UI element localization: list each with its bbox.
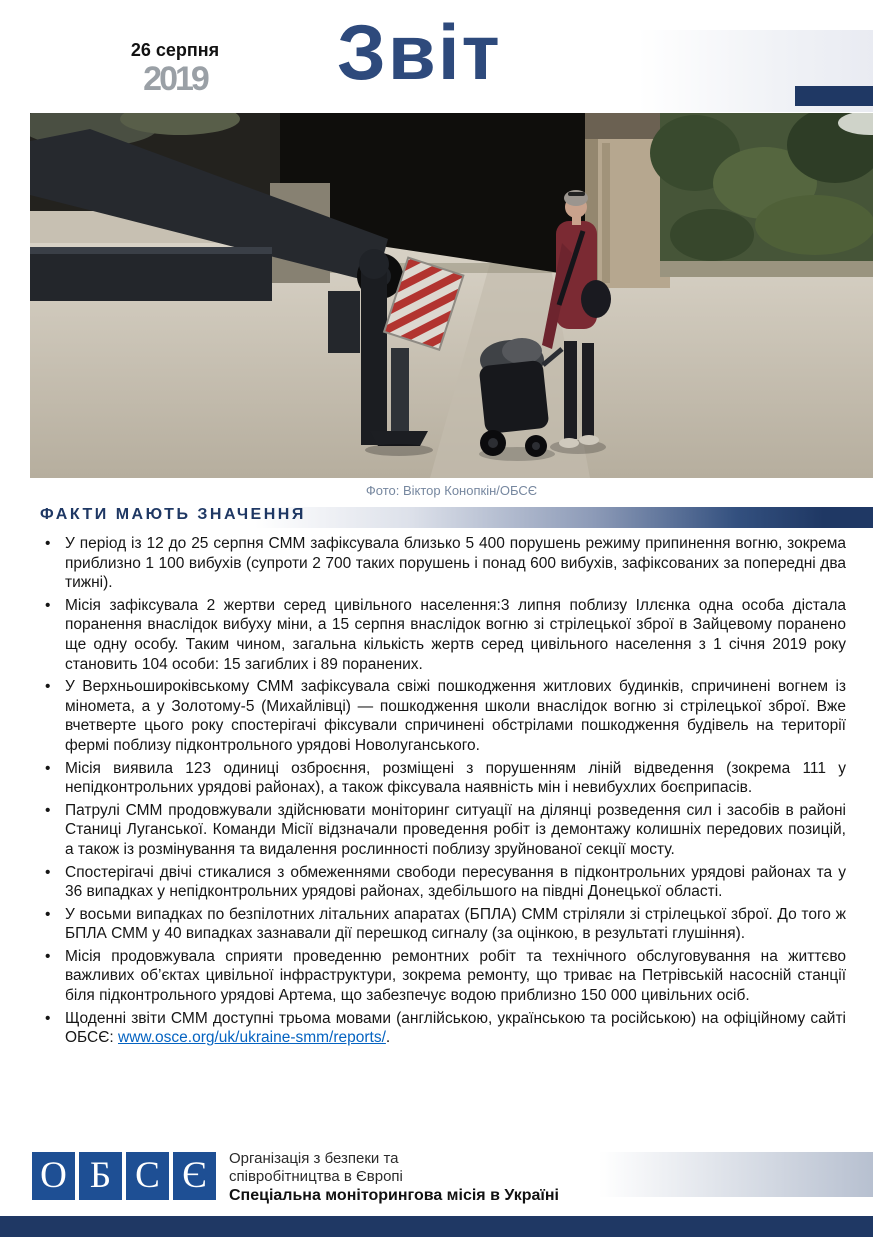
facts-list bbox=[40, 534, 846, 1051]
fact-item bbox=[40, 534, 846, 593]
organization-name-line1: Організація з безпеки та bbox=[229, 1150, 399, 1167]
fact-item bbox=[40, 596, 846, 674]
header-accent-bar bbox=[795, 86, 873, 106]
lead-photo bbox=[30, 113, 873, 478]
fact-text: Місія продовжувала сприяти проведенню ремонтних робіт та технічного обслуговування на життєво важливих об’єктах цивільної інфраструктури, зокрема ремонту, що триває на Петрівській насосній станції біля підконтрольного урядові Артема, що забезпечує водою приблизно 150 000 цивільних осіб. bbox=[65, 947, 846, 1005]
section-header bbox=[0, 505, 873, 528]
osce-logo-letter: О bbox=[32, 1152, 75, 1200]
bottom-accent-bar bbox=[0, 1216, 873, 1237]
fact-item bbox=[40, 905, 846, 944]
section-heading: ФАКТИ МАЮТЬ ЗНАЧЕННЯ bbox=[40, 506, 306, 523]
photo-greenery bbox=[650, 113, 873, 277]
footer-gradient-bar bbox=[599, 1152, 873, 1197]
photo-scene bbox=[30, 113, 873, 478]
fact-text: Місія виявила 123 одиниці озброєння, розміщені з порушенням ліній відведення (зокрема 111 у непідконтрольних урядові районах), а також фіксувала наявність мін і невибухлих боєприпасів. bbox=[65, 759, 846, 797]
mission-name: Спеціальна моніторингова місія в Україні bbox=[229, 1187, 559, 1204]
section-gradient-bar bbox=[255, 507, 873, 528]
fact-item bbox=[40, 759, 846, 798]
fact-item bbox=[40, 863, 846, 902]
fact-text: У Верхньошироківському СММ зафіксувала свіжі пошкодження житлових будинків, спричинені вогнем із міномета, а у Золотому-5 (Михайлівці) — пошкодження школи внаслідок вогню зі стрілецької зброї. Вже вчетверте цього року спостерігачі фіксували спричинені обстрілами пошкодження будівель на території фермі поблизу підконтрольного урядові Новолуганського. bbox=[65, 678, 846, 754]
fact-text: Спостерігачі двічі стикалися з обмеженнями свободи пересування в підконтрольних урядові районах та у 36 випадках у непідконтрольних урядові районах, здебільшого на півдні Донецької області. bbox=[65, 863, 846, 901]
fact-text: Патрулі СММ продовжували здійснювати моніторинг ситуації на ділянці розведення сил і засобів в районі Станиці Луганської. Команди Місії відзначали проведення робіт із демонтажу колишніх передових позицій, а також із розмінування та видалення рослинності поблизу зруйнованої секції мосту. bbox=[65, 801, 846, 858]
fact-item bbox=[40, 1009, 846, 1048]
fact-item bbox=[40, 677, 846, 755]
osce-logo-letter: Є bbox=[173, 1152, 216, 1200]
fact-text: Місія зафіксувала 2 жертви серед цивільного населення:3 липня поблизу Іллєнка одна особа дістала поранення внаслідок вибуху міни, а 15 серпня внаслідок вогню зі стрілецької зброї в Зайцевому поранено ще одну особу. Таким чином, загальна кількість жертв серед цивільного населення з 1 січня 2019 року становить 104 особи: 15 загиблих і 89 поранених. bbox=[65, 596, 846, 673]
fact-item bbox=[40, 947, 846, 1006]
fact-text: У період із 12 до 25 серпня СММ зафіксувала близько 5 400 порушень режиму припинення вогню, зокрема приблизно 1 100 вибухів (супроти 2 700 таких порушень і понад 600 вибухів, зафіксованих за попередні два тижні). bbox=[65, 535, 846, 592]
photo-caption: Фото: Віктор Конопкін/ОБСЄ bbox=[365, 483, 538, 498]
fact-text: Щоденні звіти СММ доступні трьома мовами (англійською, українською та російською) на офіційному сайті ОБСЄ: bbox=[65, 1009, 846, 1047]
fact-item bbox=[40, 801, 846, 860]
osce-logo-letter: С bbox=[126, 1152, 169, 1200]
report-date: 26 серпня bbox=[130, 40, 220, 60]
report-year: 2019 bbox=[143, 60, 207, 98]
fact-text-suffix: . bbox=[385, 1029, 391, 1047]
reports-link[interactable]: www.osce.org/uk/ukraine-smm/reports/ bbox=[118, 1029, 386, 1047]
organization-text bbox=[229, 1150, 559, 1205]
organization-name-line2: співробітництва в Європі bbox=[229, 1167, 403, 1185]
page-title: Звіт bbox=[337, 8, 502, 96]
fact-text: У восьми випадках по безпілотних літальних апаратах (БПЛА) СММ стріляли зі стрілецької зброї. До того ж БПЛА СММ у 40 випадках зазнавали дії перешкод сигналу (за оцінкою, в результаті глушіння). bbox=[65, 905, 846, 943]
osce-logo bbox=[32, 1152, 216, 1200]
osce-logo-letter: Б bbox=[79, 1152, 122, 1200]
